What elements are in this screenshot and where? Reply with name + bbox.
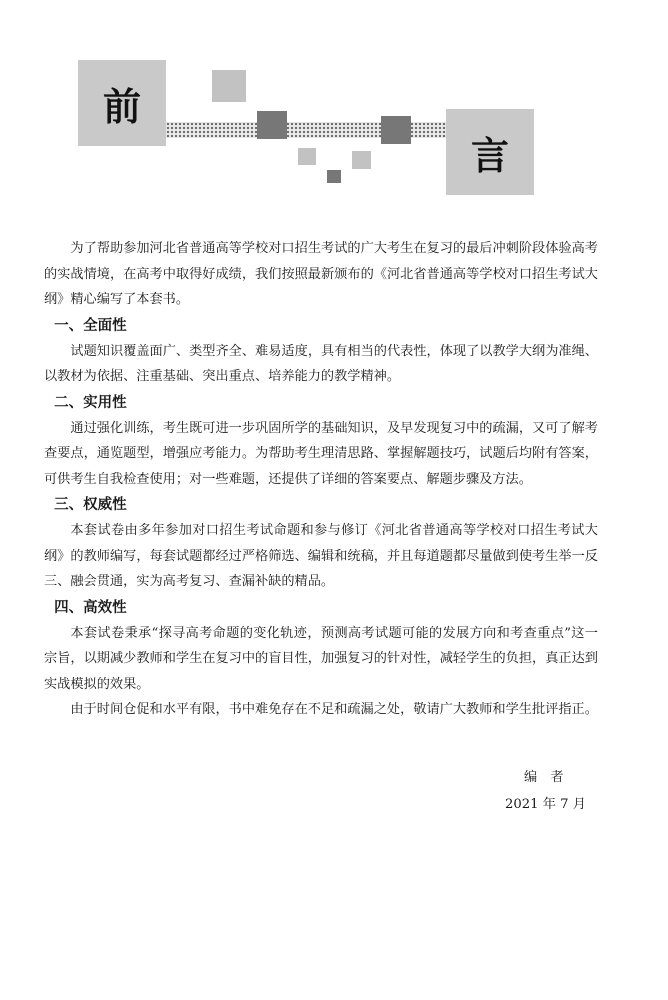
closing-paragraph: 由于时间仓促和水平有限，书中难免存在不足和疏漏之处，敬请广大教师和学生批评指正。: [70, 702, 598, 717]
section-paragraph: 本套试卷由多年参加对口招生考试命题和参与修订《河北省普通高等学校对口招生考试大纲》的教师编写，每套试题都经过严格筛选、编辑和统稿，并且每道题都尽量做到使考生举一反三、融会贯通，实为高考复习、查漏补缺的精品。: [44, 523, 598, 589]
title-char-yan: 言: [470, 133, 509, 178]
decor-square: [298, 148, 316, 165]
title-char-box-left: [78, 60, 166, 146]
section-paragraph: 试题知识覆盖面广、类型齐全、难易适度，具有相当的代表性，体现了以教学大纲为准绳、以教材为依据、注重基础、突出重点、培养能力的教学精神。: [44, 343, 598, 384]
signature-author: 编 者: [524, 770, 564, 785]
decor-square: [327, 170, 341, 183]
title-char-qian: 前: [102, 84, 141, 129]
preface-header: [0, 0, 668, 210]
section-paragraph: 通过强化训练，考生既可进一步巩固所学的基础知识，及早发现复习中的疏漏，又可了解考查要点，通览题型，增强应考能力。为帮助考生理清思路、掌握解题技巧，试题后均附有答案，可供考生自我检查使用；对一些难题，还提供了详细的答案要点、解题步骤及方法。: [44, 420, 598, 487]
section-heading: 四、高效性: [54, 599, 127, 616]
decor-square: [381, 116, 411, 144]
section-paragraph: 本套试卷秉承“探寻高考命题的变化轨迹，预测高考试题可能的发展方向和考查重点”这一宗旨，以期减少教师和学生在复习中的盲目性，加强复习的针对性，减轻学生的负担，真正达到实战模拟的效果。: [44, 625, 598, 692]
title-char-box-right: [446, 109, 534, 195]
signature-date: 2021 年 7 月: [505, 797, 586, 812]
section-heading: 三、权威性: [54, 497, 127, 513]
section-heading: 一、全面性: [54, 317, 127, 334]
decor-square: [257, 111, 287, 139]
section-heading: 二、实用性: [54, 394, 127, 411]
preface-body: [44, 236, 598, 723]
decor-square: [352, 151, 371, 169]
decor-square: [212, 70, 246, 102]
intro-paragraph: 为了帮助参加河北省普通高等学校对口招生考试的广大考生在复习的最后冲刺阶段体验高考的实战情境，在高考中取得好成绩，我们按照最新颁布的《河北省普通高等学校对口招生考试大纲》精心编写了本套书。: [44, 241, 598, 307]
